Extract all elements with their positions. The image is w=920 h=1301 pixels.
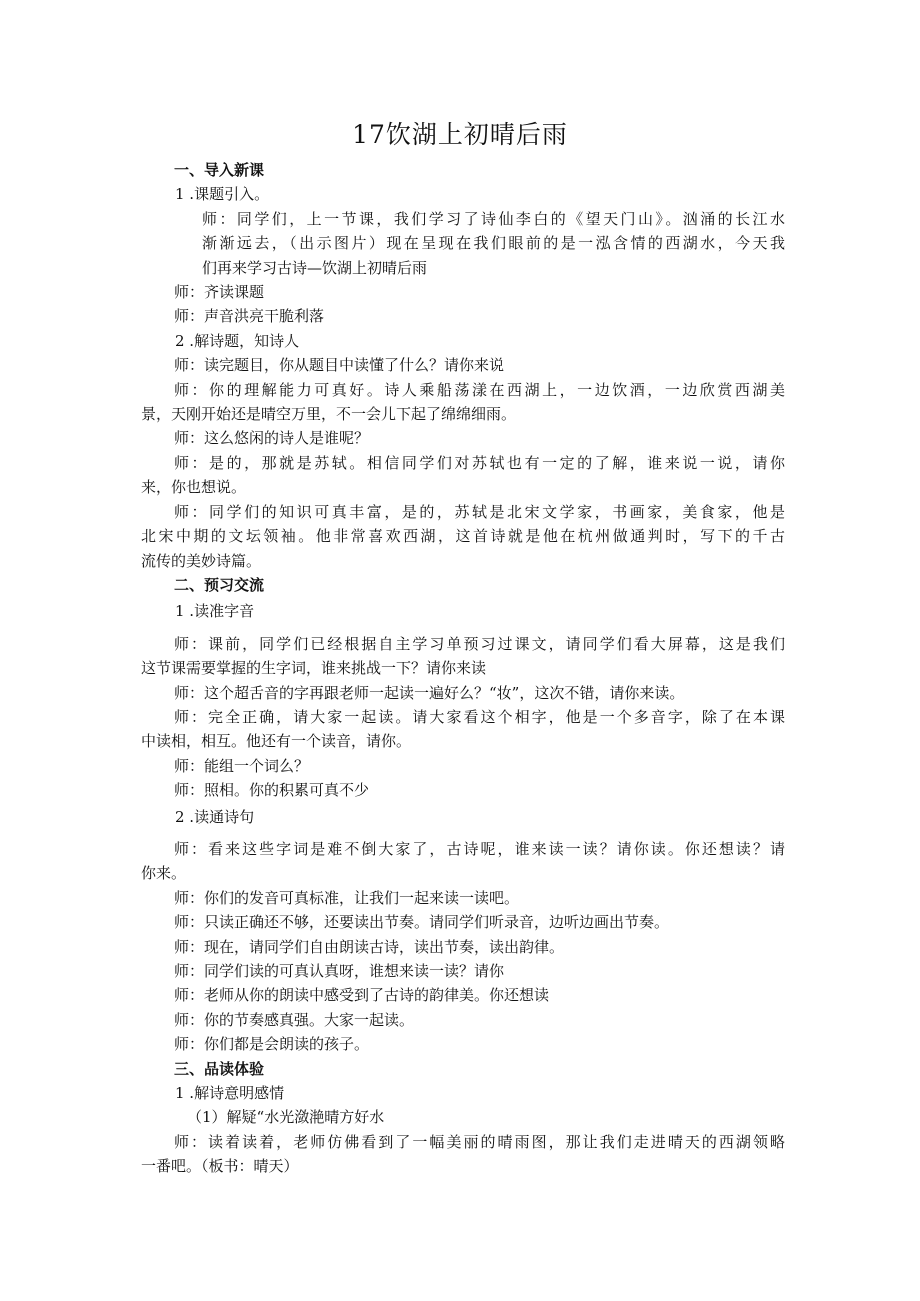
- paragraph-line: 师：你们的发音可真标准，让我们一起来读一读吧。: [174, 888, 520, 907]
- paragraph-line: 北宋中期的文坛领袖。他非常喜欢西湖，这首诗就是他在杭州做通判时，写下的千古: [141, 527, 785, 546]
- paragraph-line: 中读相，相互。他还有一个读音，请你。: [141, 732, 412, 751]
- paragraph-line: 师：老师从你的朗读中感受到了古诗的韵律美。你还想读: [174, 986, 550, 1005]
- subsection-heading: 2 .解诗题，知诗人: [175, 331, 300, 350]
- paragraph-line: 师：同学们读的可真认真呀，谁想来读一读？请你: [174, 962, 505, 980]
- paragraph-line: 师：你的节奏感真强。大家一起读。: [174, 1010, 415, 1029]
- section-heading: 二、预习交流: [174, 575, 265, 594]
- paragraph-line: 景，天刚开始还是晴空万里，不一会儿下起了绵绵细雨。: [141, 405, 517, 424]
- paragraph-line: 师：齐读课题: [174, 283, 265, 302]
- paragraph-line: 师：看来这些字词是难不倒大家了，古诗呢，谁来读一读？请你读。你还想读？请: [174, 839, 785, 858]
- paragraph-line: 一番吧。（板书：晴天）: [141, 1157, 299, 1176]
- paragraph-line: 师：完全正确，请大家一起读。请大家看这个相字，他是一个多音字，除了在本课: [174, 707, 785, 726]
- paragraph-line: 流传的美妙诗篇。: [141, 551, 262, 570]
- paragraph-line: 们再来学习古诗—饮湖上初晴后雨: [202, 258, 428, 277]
- paragraph-line: 师：照相。你的积累可真不少: [174, 781, 370, 800]
- paragraph-line: 师：声音洪亮干脆利落: [174, 307, 325, 326]
- subsection-heading: 2 .读通诗句: [175, 807, 255, 826]
- paragraph-line: 师：这么悠闲的诗人是谁呢？: [174, 429, 370, 448]
- section-heading: 一、导入新课: [174, 161, 265, 179]
- document-title: 17饮湖上初晴后雨: [352, 120, 568, 149]
- paragraph-line: 师：课前，同学们已经根据自主学习单预习过课文，请同学们看大屏幕，这是我们: [174, 634, 785, 653]
- section-heading: 三、品读体验: [174, 1059, 265, 1078]
- paragraph-line: 师：同学们的知识可真丰富，是的，苏轼是北宋文学家，书画家，美食家，他是: [174, 502, 785, 521]
- document-body: [141, 158, 785, 1179]
- paragraph-line: 来，你也想说。: [141, 478, 247, 497]
- paragraph-line: 师：读着读着，老师仿佛看到了一幅美丽的晴雨图，那让我们走进晴天的西湖领略: [174, 1132, 785, 1151]
- paragraph-line: 师：你们都是会朗读的孩子。: [174, 1035, 370, 1054]
- paragraph-line: 渐渐远去，（出示图片）现在呈现在我们眼前的是一泓含情的西湖水，今天我: [202, 234, 785, 253]
- subsubsection-heading: （1）解疑“水光潋滟晴方好水: [187, 1108, 385, 1127]
- paragraph-line: 师：这个超舌音的字再跟老师一起读一遍好么？“妆”，这次不错，请你来读。: [174, 683, 685, 702]
- paragraph-line: 师：只读正确还不够，还要读出节奏。请同学们听录音，边听边画出节奏。: [174, 913, 670, 932]
- paragraph-line: 师：同学们，上一节课，我们学习了诗仙李白的《望天门山》。汹涌的长江水: [202, 209, 785, 228]
- paragraph-line: 这节课需要掌握的生字词，谁来挑战一下？请你来读: [141, 659, 487, 678]
- subsection-heading: 1 .解诗意明感情: [175, 1084, 285, 1103]
- paragraph-line: 师：能组一个词么？: [174, 756, 310, 775]
- paragraph-line: 师：现在，请同学们自由朗读古诗，读出节奏，读出韵律。: [174, 937, 565, 956]
- paragraph-line: 师：你的理解能力可真好。诗人乘船荡漾在西湖上，一边饮酒，一边欣赏西湖美: [174, 380, 785, 399]
- paragraph-line: 师：读完题目，你从题目中读懂了什么？请你来说: [174, 356, 505, 375]
- paragraph-line: 你来。: [141, 864, 187, 883]
- subsection-heading: 1 .课题引入。: [175, 185, 270, 204]
- subsection-heading: 1 .读准字音: [175, 602, 255, 621]
- paragraph-line: 师：是的，那就是苏轼。相信同学们对苏轼也有一定的了解，谁来说一说，请你: [174, 453, 785, 472]
